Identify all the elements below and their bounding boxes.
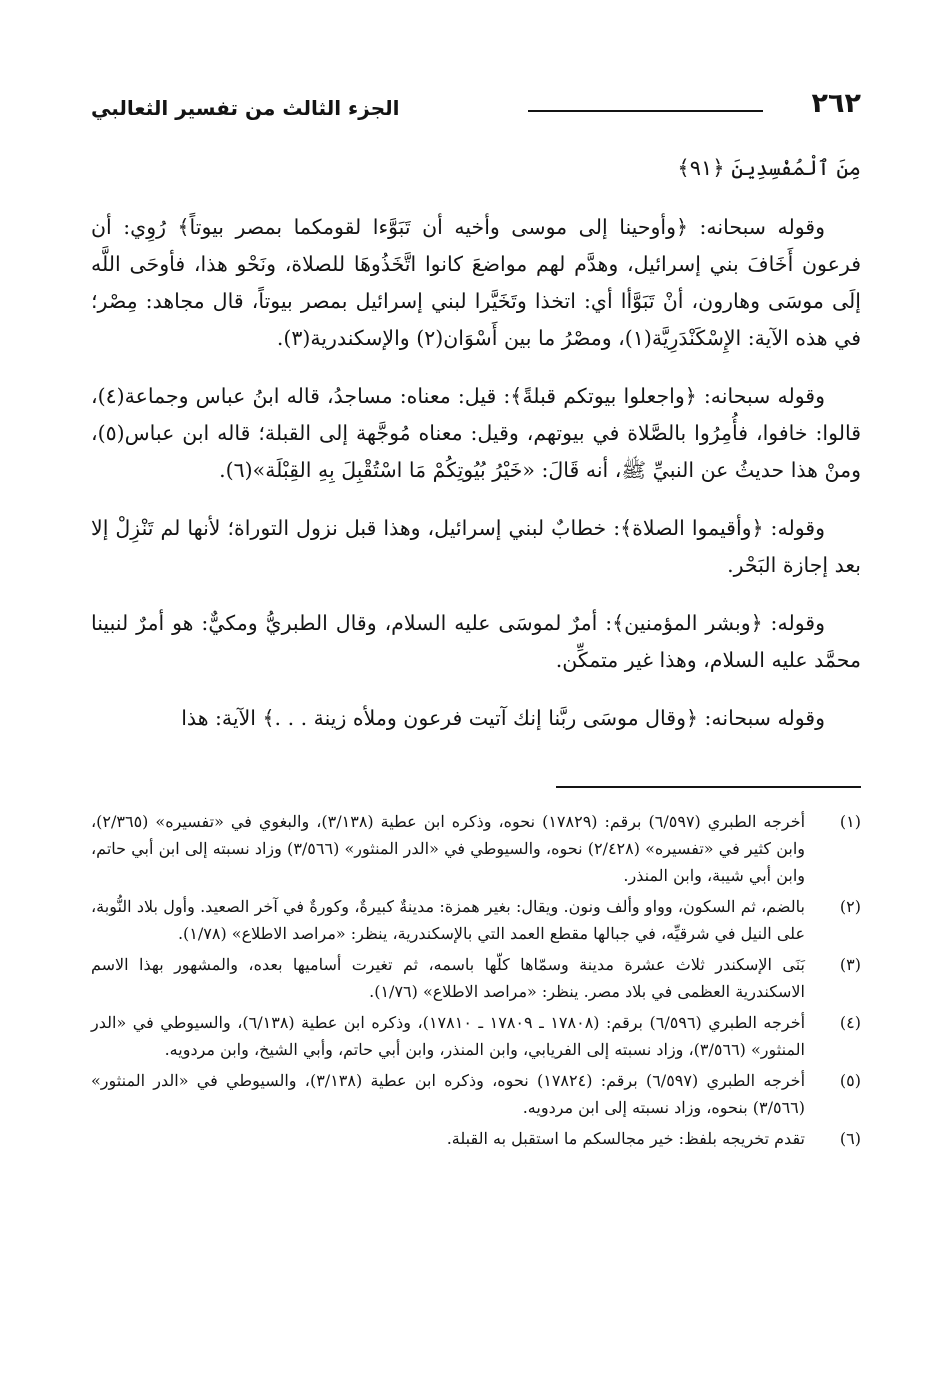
page-header <box>91 88 861 128</box>
paragraph: وقوله: ﴿وبشر المؤمنين﴾: أمرٌ لموسَى عليه السلام، وقال الطبريُّ ومكيٌّ: هو أمرٌ لنبينا محمَّد عليه السلام، وهذا غير متمكِّن. <box>91 611 861 672</box>
running-title: الجزء الثالث من تفسير الثعالبي <box>91 96 400 120</box>
footnote-text: أخرجه الطبري (٦/٥٩٧) برقم: (١٧٨٢٤) نحوه، وذكره ابن عطية (٣/١٣٨)، والسيوطي في «الدر المنثور» (٣/٥٦٦) بنحوه، وزاد نسبته إلى ابن مردويه. <box>91 1071 806 1117</box>
footnote-number: (٥) <box>839 1071 861 1090</box>
footnote <box>91 951 861 1005</box>
footnote <box>91 808 861 889</box>
footnote-separator <box>556 786 861 788</box>
page-number: ٢٦٢ <box>811 88 861 119</box>
footnote-text: بالضم، ثم السكون، وواو وألف ونون. ويقال: بغير همزة: مدينةٌ كبيرةٌ، وكورةٌ في آخر الصعيد. وأول بلاد النُّوبة، على النيل في شرقيِّه، في جبالها مقطع العمد التي بالإسكندرية، ينظر: «مراصد الاطلاع» (١/٧٨). <box>91 897 805 943</box>
footnote <box>91 1125 861 1152</box>
footnote-number: (٤) <box>839 1013 861 1032</box>
footnote-number: (٣) <box>839 955 861 974</box>
footnote-text: أخرجه الطبري (٦/٥٩٦) برقم: (١٧٨٠٨ ـ ١٧٨٠٩ ـ ١٧٨١٠)، وذكره ابن عطية (٦/١٣٨)، والسيوطي في «الدر المنثور» (٣/٥٦٦)، وزاد نسبته إلى الفريابي، وابن المنذر، وابن أبي حاتم، وأبي الشيخ، وابن مردويه. <box>91 1013 806 1059</box>
footnote-text: أخرجه الطبري (٦/٥٩٧) برقم: (١٧٨٢٩) نحوه، وذكره ابن عطية (٣/١٣٨)، والبغوي في «تفسيره» (٢/٣٦٥)، وابن كثير في «تفسيره» (٢/٤٢٨) نحوه، والسيوطي في «الدر المنثور» (٣/٥٦٦) وزاد نسبته إلى ابن أبي حاتم، وابن أبي شيبة، وابن المنذر. <box>91 812 806 885</box>
footnotes <box>91 808 861 1156</box>
quran-verse-end: مِنَ ٱلْمُفْسِدِينَ ﴿٩١﴾ <box>677 156 861 180</box>
footnote-number: (٢) <box>839 897 861 916</box>
footnote-text: تقدم تخريجه بلفظ: خير مجالسكم ما استقبل به القبلة. <box>446 1129 805 1148</box>
footnote-number: (٦) <box>839 1129 861 1148</box>
footnote <box>91 1067 861 1121</box>
paragraph: وقوله سبحانه: ﴿وأوحينا إلى موسى وأخيه أن تَبَوَّءا لقومكما بمصر بيوتاً﴾ رُوِي: أن فرعون أَخَافَ بني إسرائيل، وهدَّم لهم مواضعَ كانوا اتَّخَذُوهَا للصلاة، ونَحْو هذا، فأوحَى اللَّه إلَى موسَى وهارون، أنْ تَبَوَّأا أي: اتخذا وتَخَيَّرا لبني إسرائيل بمصر بيوتاً، قال مجاهد: مِصْر؛ في هذه الآية: الإِسْكَنْدَرِيَّة(١)، ومصْرُ ما بين أَسْوَان(٢) والإسكندرية(٣). <box>91 215 861 350</box>
paragraph: وقوله سبحانه: ﴿وقال موسَى ربَّنا إنك آتيت فرعون وملأه زينة . . .﴾ الآية: هذا <box>181 706 825 730</box>
footnote-text: بَنَى الإسكندر ثلاث عشرة مدينة وسمّاها كلّها باسمه، ثم تغيرت أساميها بعده، والمشهور بهذا الاسم الاسكندرية العظمى في بلاد مصر. ينظر: «مراصد الاطلاع» (١/٧٦). <box>91 955 806 1001</box>
paragraph: وقوله: ﴿وأقيموا الصلاة﴾: خطابٌ لبني إسرائيل، وهذا قبل نزول التوراة؛ لأنها لم تَنْزِلْ إلا بعد إجازة البَحْر. <box>91 516 861 577</box>
footnote <box>91 1009 861 1063</box>
paragraph: وقوله سبحانه: ﴿واجعلوا بيوتكم قبلةً﴾: قيل: معناه: مساجدُ، قاله ابنُ عباس وجماعة(٤)، قالوا: خافوا، فأُمِرُوا بالصَّلاة في بيوتهم، وقيل: معناه مُوجَّهة إلى القبلة؛ قاله ابن عباس(٥)، ومنْ هذا حديثُ عن النبيِّ ﷺ، أنه قَالَ: «خَيْرُ بُيُوتِكُمْ مَا اسْتُقْبِلَ بِهِ القِبْلَة»(٦). <box>91 384 861 482</box>
main-text <box>91 150 861 737</box>
footnote <box>91 893 861 947</box>
header-rule <box>528 110 763 112</box>
footnote-number: (١) <box>839 812 861 831</box>
